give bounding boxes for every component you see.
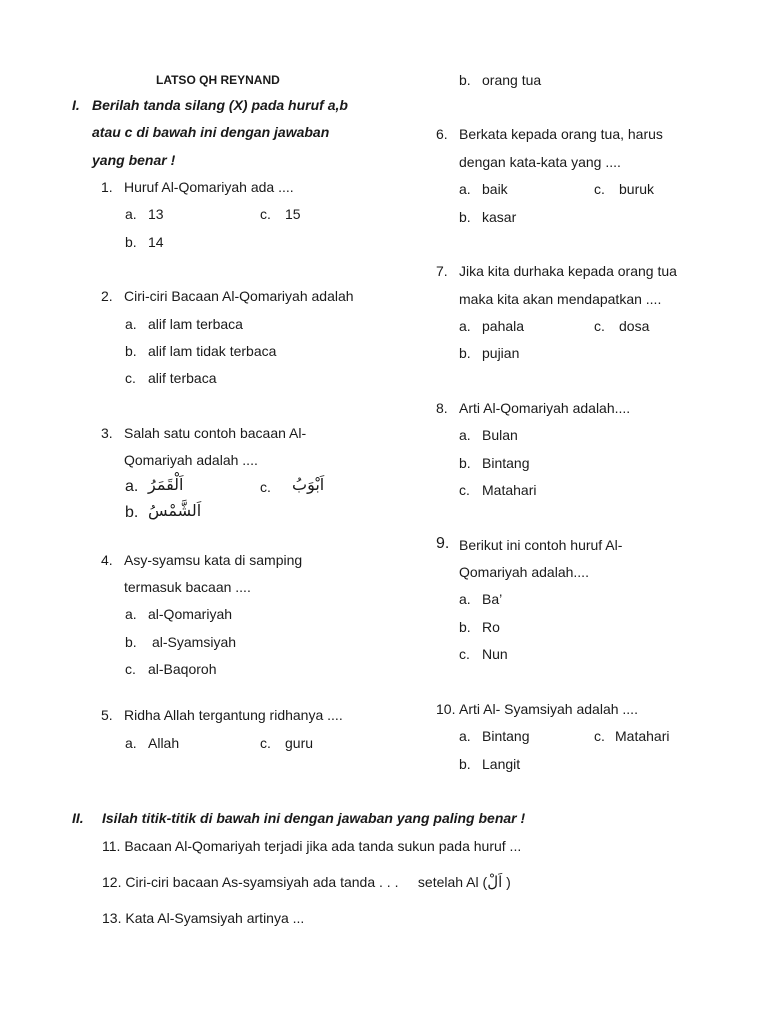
question-4-option-a: al-Qomariyah	[148, 606, 233, 622]
question-7-option-c-label: c.	[594, 318, 605, 334]
question-4-text-line-1: Asy-syamsu kata di samping	[124, 552, 303, 568]
question-3-number: 3.	[101, 425, 113, 441]
question-3-option-a-label: a.	[125, 478, 139, 495]
question-6-option-a-label: a.	[459, 181, 471, 197]
question-5-text: Ridha Allah tergantung ridhanya ....	[124, 707, 343, 723]
question-3-option-a: اَلْقَمَرُ	[148, 475, 184, 494]
question-10-number: 10.	[436, 701, 456, 717]
question-8-option-b: Bintang	[482, 455, 530, 471]
question-9-option-c-label: c.	[459, 646, 470, 662]
question-8-option-a-label: a.	[459, 427, 471, 443]
question-13: 13. Kata Al-Syamsiyah artinya ...	[102, 910, 305, 926]
question-7-number: 7.	[436, 263, 448, 279]
question-12-arabic: اَلْ	[487, 873, 503, 891]
question-12	[102, 873, 511, 891]
question-4-option-c: al-Baqoroh	[148, 661, 217, 677]
section-2-instruction: Isilah titik-titik di bawah ini dengan jawaban yang paling benar !	[102, 810, 526, 826]
question-9-option-a-label: a.	[459, 591, 471, 607]
question-4-option-a-label: a.	[125, 606, 137, 622]
question-7-option-a-label: a.	[459, 318, 471, 334]
question-8-option-a: Bulan	[482, 427, 518, 443]
question-9-option-c: Nun	[482, 646, 508, 662]
question-4-option-c-label: c.	[125, 661, 136, 677]
question-2-option-b-label: b.	[125, 343, 137, 359]
question-4-option-b-label: b.	[125, 634, 137, 650]
question-3-text-line-2: Qomariyah adalah ....	[124, 452, 258, 468]
question-3-option-c-label: c.	[260, 479, 271, 495]
question-3-option-c: اَبْوَبُ	[292, 475, 325, 494]
question-6-option-c-label: c.	[594, 181, 605, 197]
question-2-option-a: alif lam terbaca	[148, 316, 243, 332]
question-2-text: Ciri-ciri Bacaan Al-Qomariyah adalah	[124, 288, 354, 304]
question-5-option-b-label: b.	[459, 72, 471, 88]
question-1-option-b: 14	[148, 234, 164, 250]
question-12-text: 12. Ciri-ciri bacaan As-syamsiyah ada tanda . . . setelah Al (	[102, 874, 488, 890]
question-8-option-b-label: b.	[459, 455, 471, 471]
question-7-option-b: pujian	[482, 345, 520, 361]
question-7-text-line-2: maka kita akan mendapatkan ....	[459, 291, 662, 307]
question-4-text-line-2: termasuk bacaan ....	[124, 579, 251, 595]
question-8-text: Arti Al-Qomariyah adalah....	[459, 400, 631, 416]
question-6-option-c: buruk	[619, 181, 655, 197]
question-8-number: 8.	[436, 400, 448, 416]
question-11: 11. Bacaan Al-Qomariyah terjadi jika ada tanda sukun pada huruf ...	[102, 838, 522, 854]
question-2-option-a-label: a.	[125, 316, 137, 332]
question-4-number: 4.	[101, 552, 113, 568]
question-2-option-b: alif lam tidak terbaca	[148, 343, 277, 359]
question-6-option-a: baik	[482, 181, 508, 197]
question-6-text-line-2: dengan kata-kata yang ....	[459, 154, 621, 170]
question-10-text: Arti Al- Syamsiyah adalah ....	[459, 701, 638, 717]
question-9-text-line-1: Berikut ini contoh huruf Al-	[459, 537, 623, 553]
worksheet-title: LATSO QH REYNAND	[156, 73, 280, 87]
question-2-option-c: alif terbaca	[148, 370, 217, 386]
question-5-option-c: guru	[285, 735, 314, 751]
section-1-numeral: I.	[72, 97, 80, 113]
question-5-option-a: Allah	[148, 735, 180, 751]
question-7-text-line-1: Jika kita durhaka kepada orang tua	[459, 263, 677, 279]
question-2-option-c-label: c.	[125, 370, 136, 386]
question-1-option-c: 15	[285, 206, 301, 222]
question-9-option-b-label: b.	[459, 619, 471, 635]
question-1-number: 1.	[101, 179, 113, 195]
question-3-option-b-label: b.	[125, 504, 139, 521]
section-2-numeral: II.	[72, 810, 84, 826]
question-6-number: 6.	[436, 126, 448, 142]
question-1-option-b-label: b.	[125, 234, 137, 250]
question-4-option-b: al-Syamsiyah	[152, 634, 237, 650]
section-1-instruction-line-2: atau c di bawah ini dengan jawaban	[92, 124, 330, 140]
section-1-instruction-line-3: yang benar !	[92, 152, 176, 168]
question-6-option-b: kasar	[482, 209, 517, 225]
question-1-option-a-label: a.	[125, 206, 137, 222]
question-3-option-b: اَلشَّمْسُ	[148, 501, 202, 520]
question-6-option-b-label: b.	[459, 209, 471, 225]
question-9-number: 9.	[436, 535, 450, 552]
question-1-option-c-label: c.	[260, 206, 271, 222]
question-2-number: 2.	[101, 288, 113, 304]
question-12-close: )	[502, 874, 511, 890]
question-8-option-c-label: c.	[459, 482, 470, 498]
question-3-text-line-1: Salah satu contoh bacaan Al-	[124, 425, 307, 441]
question-10-option-a: Bintang	[482, 728, 530, 744]
question-5-option-c-label: c.	[260, 735, 271, 751]
question-7-option-a: pahala	[482, 318, 525, 334]
question-10-option-c: Matahari	[615, 728, 670, 744]
section-1-instruction-line-1: Berilah tanda silang (X) pada huruf a,b	[92, 97, 348, 113]
question-8-option-c: Matahari	[482, 482, 537, 498]
question-10-option-b-label: b.	[459, 756, 471, 772]
question-9-text-line-2: Qomariyah adalah....	[459, 564, 589, 580]
question-10-option-c-label: c.	[594, 728, 605, 744]
question-10-option-a-label: a.	[459, 728, 471, 744]
question-10-option-b: Langit	[482, 756, 521, 772]
question-9-option-b: Ro	[482, 619, 500, 635]
question-9-option-a: Ba’	[482, 591, 503, 607]
question-6-text-line-1: Berkata kepada orang tua, harus	[459, 126, 663, 142]
question-1-option-a: 13	[148, 206, 164, 222]
question-5-option-b: orang tua	[482, 72, 542, 88]
question-7-option-b-label: b.	[459, 345, 471, 361]
question-1-text: Huruf Al-Qomariyah ada ....	[124, 179, 294, 195]
question-5-option-a-label: a.	[125, 735, 137, 751]
question-7-option-c: dosa	[619, 318, 650, 334]
question-5-number: 5.	[101, 707, 113, 723]
